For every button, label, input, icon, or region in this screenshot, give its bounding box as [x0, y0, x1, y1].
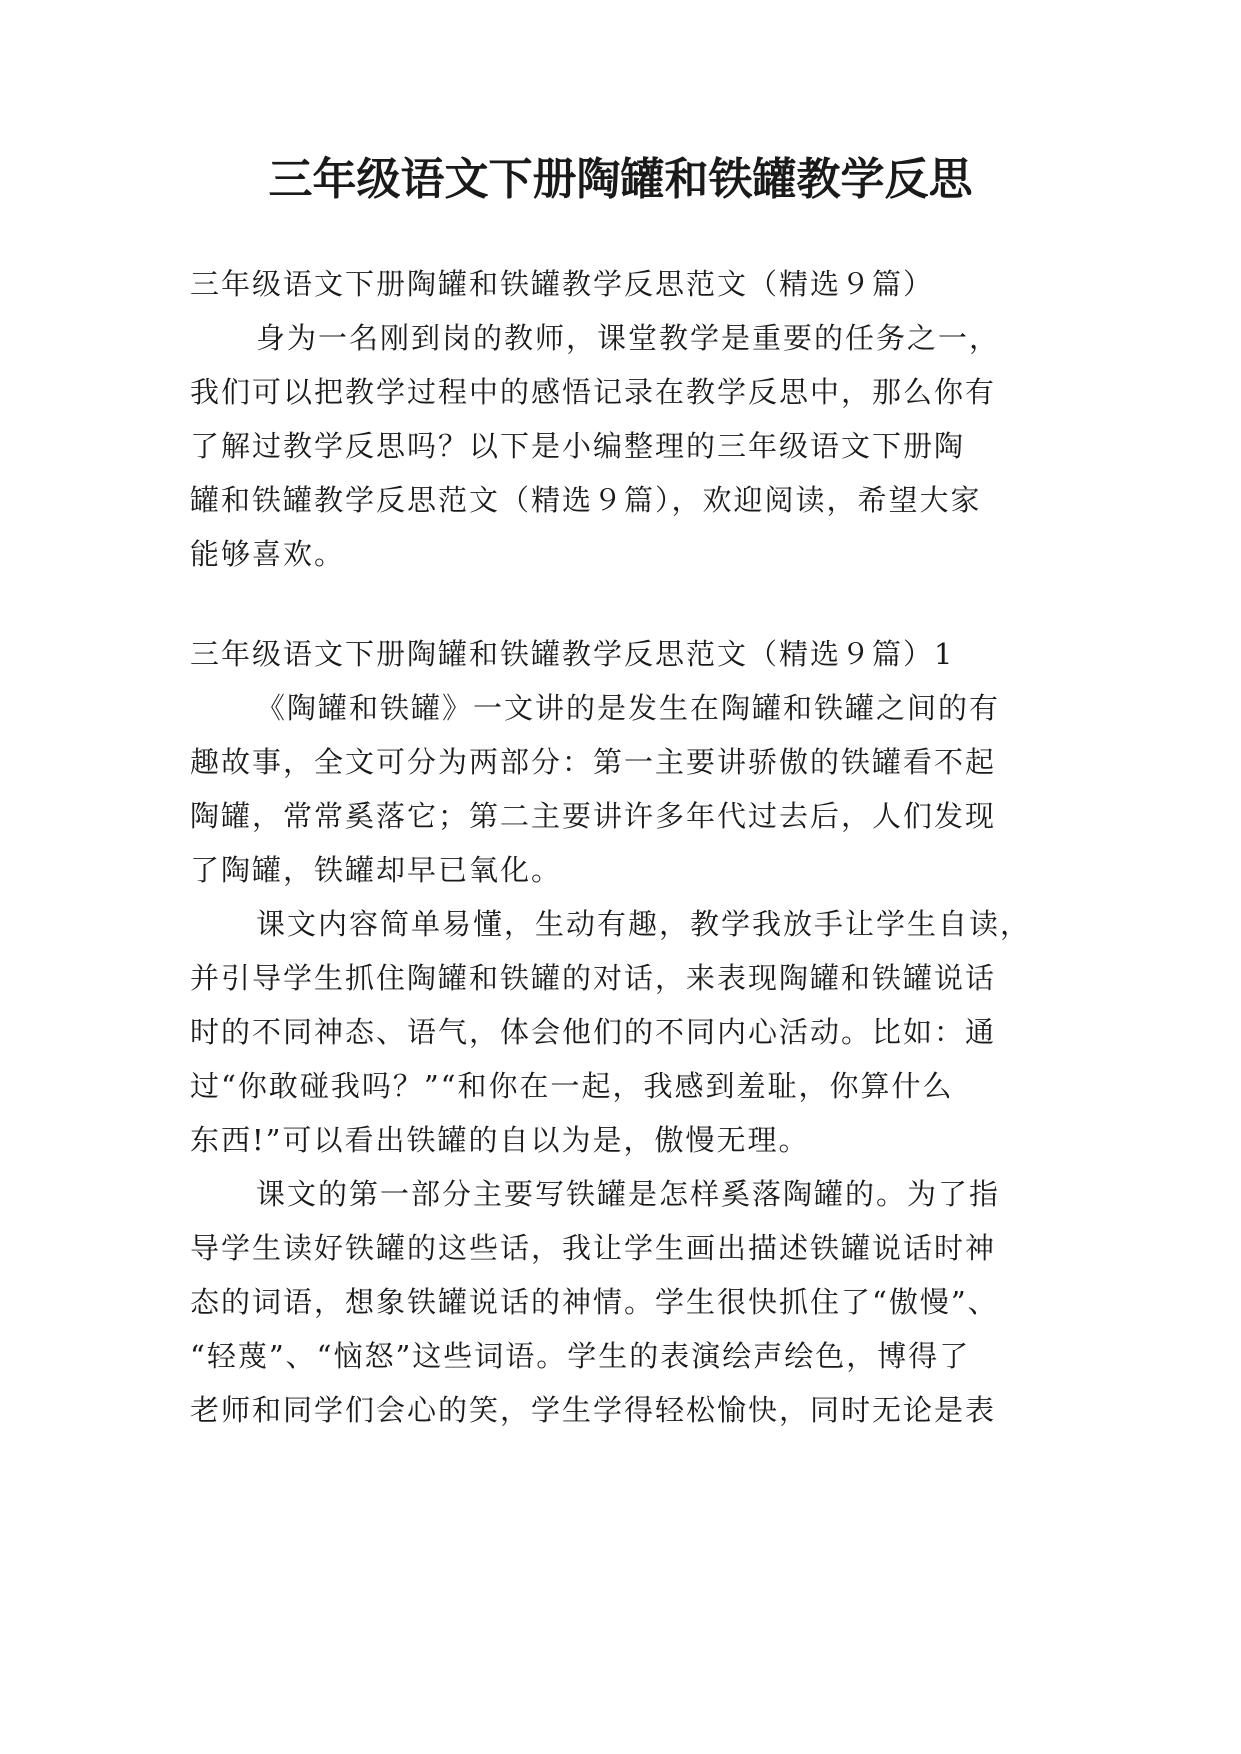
paragraph-line: 课文的第一部分主要写铁罐是怎样奚落陶罐的。为了指	[256, 1177, 1001, 1211]
paragraph-line: 东西!”可以看出铁罐的自以为是，傲慢无理。	[190, 1123, 810, 1157]
paragraph-line: 了解过教学反思吗？以下是小编整理的三年级语文下册陶	[190, 429, 966, 463]
section-heading: 三年级语文下册陶罐和铁罐教学反思范文（精选９篇）1	[190, 637, 955, 671]
document-title: 三年级语文下册陶罐和铁罐教学反思	[268, 154, 973, 205]
paragraph-line: 态的词语，想象铁罐说话的神情。学生很快抓住了“傲慢”、	[190, 1285, 999, 1319]
paragraph-line: 老师和同学们会心的笑，学生学得轻松愉快，同时无论是表	[190, 1393, 997, 1427]
paragraph-line: 趣故事，全文可分为两部分：第一主要讲骄傲的铁罐看不起	[190, 745, 997, 779]
paragraph-line: 我们可以把教学过程中的感悟记录在教学反思中，那么你有	[190, 375, 997, 409]
paragraph-line: 时的不同神态、语气，体会他们的不同内心活动。比如：通	[190, 1015, 997, 1049]
paragraph-line: 陶罐，常常奚落它；第二主要讲许多年代过去后，人们发现	[190, 799, 997, 833]
paragraph-line: 能够喜欢。	[190, 537, 346, 571]
paragraph-line: 《陶罐和铁罐》一文讲的是发生在陶罐和铁罐之间的有	[256, 691, 1001, 725]
paragraph-line: 课文内容简单易懂，生动有趣，教学我放手让学生自读，	[256, 907, 1032, 941]
paragraph-line: 身为一名刚到岗的教师，课堂教学是重要的任务之一，	[256, 321, 1001, 355]
intro-heading: 三年级语文下册陶罐和铁罐教学反思范文（精选９篇）	[190, 267, 935, 301]
paragraph-line: 并引导学生抓住陶罐和铁罐的对话，来表现陶罐和铁罐说话	[190, 961, 997, 995]
paragraph-line: 了陶罐，铁罐却早已氧化。	[190, 853, 563, 887]
paragraph-line: 导学生读好铁罐的这些话，我让学生画出描述铁罐说话时神	[190, 1231, 997, 1265]
paragraph-line: “轻蔑”、“恼怒”这些词语。学生的表演绘声绘色，博得了	[190, 1339, 971, 1373]
paragraph-line: 罐和铁罐教学反思范文（精选９篇），欢迎阅读，希望大家	[190, 483, 982, 517]
paragraph-line: 过“你敢碰我吗？”“和你在一起，我感到羞耻，你算什么	[190, 1069, 954, 1103]
